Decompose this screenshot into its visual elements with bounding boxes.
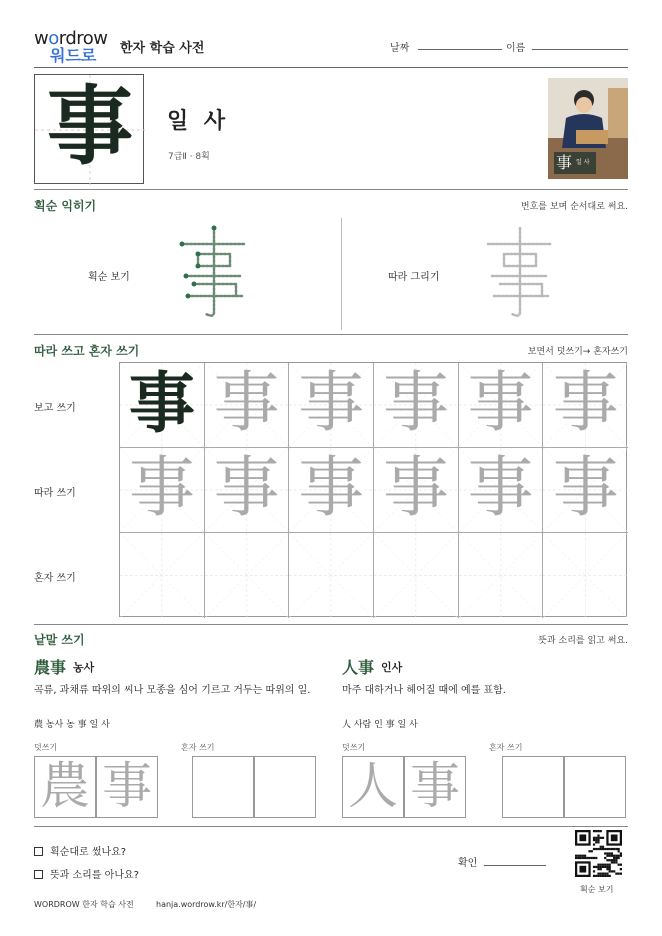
cell-guide-lines [374,533,458,618]
row-label-solo: 혼자 쓰기 [34,573,76,584]
row-label-trace: 따라 쓰기 [34,488,76,499]
vocab-section-note: 뜻과 소리를 읽고 써요. [538,636,628,646]
grid-char: 事 [552,364,619,441]
thumb-meaning: 일 사 [576,159,590,166]
checklist-item-stroke[interactable]: 획순대로 썼나요? [34,843,126,858]
grid-cell[interactable] [374,533,459,618]
divider [34,826,628,827]
mini-trace-char: 事 [102,757,152,815]
checkbox[interactable] [34,847,43,856]
grid-char: 事 [213,449,280,526]
word-definition: 곡류, 과채류 따위의 씨나 모종을 심어 기르고 거두는 따위의 일. [34,685,311,696]
divider [34,334,628,335]
row-label-view: 보고 쓰기 [34,403,76,414]
stroke-section-title: 획순 익히기 [34,199,97,213]
grid-cell[interactable] [205,363,290,448]
trace-label: 덧쓰기 [34,743,58,752]
grid-cell[interactable] [374,363,459,448]
stroke-order-diagram [164,222,264,322]
mini-solo-box[interactable] [192,756,254,818]
mini-solo-box[interactable] [564,756,626,818]
grid-cell[interactable] [459,533,544,618]
mini-trace-char: 事 [410,757,460,815]
name-label: 이름 [506,43,526,54]
hero-char: 事 [47,76,133,177]
mini-trace-char: 人 [348,757,398,815]
grid-cell[interactable] [205,448,290,533]
grid-cell[interactable] [543,448,628,533]
stroke-trace-label: 따라 그리기 [388,272,440,283]
grid-cell[interactable] [459,363,544,448]
hero-grade: 7급Ⅱ · 8획 [168,152,210,162]
grid-cell[interactable] [120,448,205,533]
grid-cell[interactable] [459,448,544,533]
word-hanja: 農事 [34,658,67,677]
word-reading: 인사 [381,661,403,674]
stroke-section-note: 번호를 보며 순서대로 써요. [520,202,628,212]
grid-cell[interactable] [120,533,205,618]
confirm-label: 확인 [458,858,478,869]
checklist-item-meaning[interactable]: 뜻과 소리를 아나요? [34,866,139,881]
vocab-section-title: 낱말 쓰기 [34,633,85,647]
grid-char: 事 [128,449,195,526]
cell-guide-lines [543,533,628,618]
wordrow-logo[interactable]: wordrow 워드로 [34,28,108,65]
grid-char: 事 [213,364,280,441]
page-header [34,28,628,68]
mini-trace-box[interactable] [34,756,96,818]
trace-label: 덧쓰기 [342,743,366,752]
grid-cell[interactable] [289,363,374,448]
grid-char: 事 [382,449,449,526]
word-definition: 마주 대하거나 헤어질 때에 예를 표함. [342,685,506,696]
divider [34,624,628,625]
grid-char: 事 [298,364,365,441]
mini-trace-box[interactable] [96,756,158,818]
stroke-view-label: 획순 보기 [88,272,130,283]
name-field[interactable] [532,49,628,50]
mini-solo-box[interactable] [254,756,316,818]
solo-label: 혼자 쓰기 [489,743,523,752]
solo-label: 혼자 쓰기 [181,743,215,752]
footer-url[interactable]: hanja.wordrow.kr/한자/事/ [156,900,257,909]
grid-char: 事 [467,364,534,441]
grid-cell[interactable] [543,363,628,448]
footer-brand: WORDROW 한자 학습 사전 [34,900,134,909]
grid-cell[interactable] [120,363,205,448]
mini-solo-box[interactable] [502,756,564,818]
checkbox[interactable] [34,870,43,879]
cell-guide-lines [120,533,204,618]
qr-code-icon[interactable] [575,830,622,877]
grid-cell[interactable] [205,533,290,618]
hero-char-box [34,74,144,184]
mini-trace-box[interactable] [342,756,404,818]
divider [34,189,628,190]
word-parts: 農 농사 농 事 일 사 [34,720,110,730]
cell-guide-lines [459,533,543,618]
hero-meaning: 일 사 [167,109,230,134]
grid-char: 事 [128,364,195,442]
word-hanja: 人事 [342,658,375,677]
practice-grid[interactable] [119,362,627,617]
qr-label: 획순 보기 [580,885,614,894]
date-label: 날짜 [390,43,410,54]
mini-trace-box[interactable] [404,756,466,818]
grid-cell[interactable] [289,533,374,618]
stroke-divider [341,218,342,330]
site-title: 한자 학습 사전 [120,41,205,56]
grid-char: 事 [298,449,365,526]
grid-char: 事 [467,449,534,526]
confirm-field[interactable] [484,865,546,866]
word-reading: 농사 [73,661,95,674]
cell-guide-lines [289,533,373,618]
mini-trace-char: 農 [40,757,90,815]
word-parts: 人 사람 인 事 일 사 [342,720,418,730]
grid-char: 事 [382,364,449,441]
practice-section-note: 보면서 덧쓰기→ 혼자쓰기 [527,347,628,357]
grid-cell[interactable] [289,448,374,533]
stroke-trace-diagram[interactable] [470,222,570,322]
grid-cell[interactable] [374,448,459,533]
thumb-char: 事 [556,153,573,172]
grid-cell[interactable] [543,533,628,618]
grid-char: 事 [552,449,619,526]
practice-section-title: 따라 쓰고 혼자 쓰기 [34,344,140,358]
date-field[interactable] [418,49,502,50]
cell-guide-lines [205,533,289,618]
hero-illustration [548,78,628,179]
